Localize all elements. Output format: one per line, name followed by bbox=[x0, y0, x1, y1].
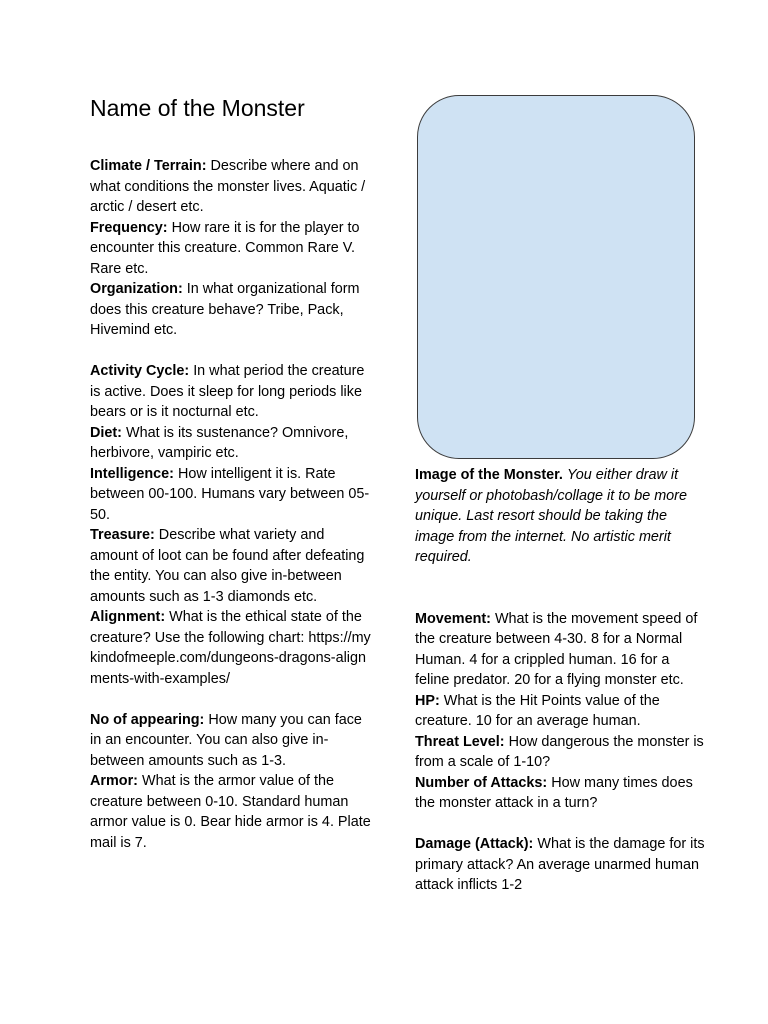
no-appearing-label: No of appearing: bbox=[90, 711, 205, 728]
damage-label: Damage (Attack): bbox=[415, 836, 534, 852]
climate-label: Climate / Terrain: bbox=[90, 158, 207, 174]
threat-level-field bbox=[415, 732, 705, 773]
alignment-field bbox=[90, 607, 375, 689]
hp-field bbox=[415, 691, 705, 732]
attacks-text: How many times does the monster attack in a turn? bbox=[415, 774, 693, 811]
spacer bbox=[415, 814, 705, 835]
no-appearing-text: How many you can face in an encounter. You can also give in-between amounts such as 1-3. bbox=[90, 711, 362, 769]
armor-text: What is the armor value of the creature between 0-10. Standard human armor value is 0. Bear hide armor is 4. Plate mail is 7. bbox=[90, 773, 371, 851]
spacer bbox=[90, 341, 375, 362]
movement-field bbox=[415, 609, 705, 691]
treasure-text: Describe what variety and amount of loot can be found after defeating the entity. You can also give in-between amounts such as 1-3 diamonds etc. bbox=[90, 527, 365, 605]
threat-level-label: Threat Level: bbox=[415, 733, 505, 750]
climate-field bbox=[90, 156, 375, 218]
alignment-text: What is the ethical state of the creature? Use the following chart: bbox=[90, 609, 362, 646]
armor-field bbox=[90, 771, 375, 853]
page-title: Name of the Monster bbox=[90, 95, 305, 121]
organization-text: In what organizational form does this creature behave? Tribe, Pack, Hivemind etc. bbox=[90, 281, 360, 338]
image-caption-label: Image of the Monster. bbox=[415, 467, 563, 483]
image-caption-text: You either draw it yourself or photobash/collage it to be more unique. Last resort should be taking the image from the internet. No artistic merit required. bbox=[415, 467, 687, 565]
intelligence-label: Intelligence: bbox=[90, 465, 174, 482]
activity-cycle-text: In what period the creature is active. Does it sleep for long periods like bears or is it nocturnal etc. bbox=[90, 363, 365, 420]
organization-label: Organization: bbox=[90, 281, 183, 297]
damage-text: What is the damage for its primary attack? An average unarmed human attack inflicts 1-2 bbox=[415, 836, 705, 893]
intelligence-field bbox=[90, 464, 375, 526]
activity-cycle-label: Activity Cycle: bbox=[90, 363, 190, 379]
movement-text: What is the movement speed of the creature between 4-30. 8 for a Normal Human. 4 for a crippled human. 16 for a feline predator. 20 for a flying monster etc. bbox=[415, 610, 698, 688]
attacks-label: Number of Attacks: bbox=[415, 774, 548, 791]
image-caption bbox=[415, 465, 705, 568]
climate-text: Describe where and on what conditions the monster lives. Aquatic / arctic / desert etc. bbox=[90, 158, 366, 215]
right-column bbox=[415, 465, 705, 896]
treasure-label: Treasure: bbox=[90, 527, 155, 543]
left-column bbox=[90, 156, 375, 853]
diet-field bbox=[90, 423, 375, 464]
organization-field bbox=[90, 279, 375, 341]
alignment-chart-link[interactable]: https://mykindofmeeple.com/dungeons-dragons-alignments-with-examples/ bbox=[90, 629, 371, 687]
hp-text: What is the Hit Points value of the creature. 10 for an average human. bbox=[415, 692, 660, 729]
treasure-field bbox=[90, 525, 375, 607]
intelligence-text: How intelligent it is. Rate between 00-100. Humans vary between 05-50. bbox=[90, 465, 370, 523]
alignment-label: Alignment: bbox=[90, 609, 166, 625]
spacer bbox=[415, 568, 705, 609]
frequency-text: How rare it is for the player to encounter this creature. Common Rare V. Rare etc. bbox=[90, 219, 360, 277]
threat-level-text: How dangerous the monster is from a scale of 1-10? bbox=[415, 733, 704, 770]
diet-label: Diet: bbox=[90, 424, 122, 441]
hp-label: HP: bbox=[415, 692, 440, 709]
damage-field bbox=[415, 834, 705, 896]
activity-cycle-field bbox=[90, 361, 375, 423]
armor-label: Armor: bbox=[90, 773, 138, 789]
attacks-field bbox=[415, 773, 705, 814]
frequency-label: Frequency: bbox=[90, 219, 168, 236]
diet-text: What is its sustenance? Omnivore, herbivore, vampiric etc. bbox=[90, 424, 349, 461]
spacer bbox=[90, 689, 375, 710]
no-appearing-field bbox=[90, 710, 375, 772]
frequency-field bbox=[90, 218, 375, 280]
monster-image-placeholder bbox=[417, 95, 695, 459]
movement-label: Movement: bbox=[415, 610, 491, 627]
